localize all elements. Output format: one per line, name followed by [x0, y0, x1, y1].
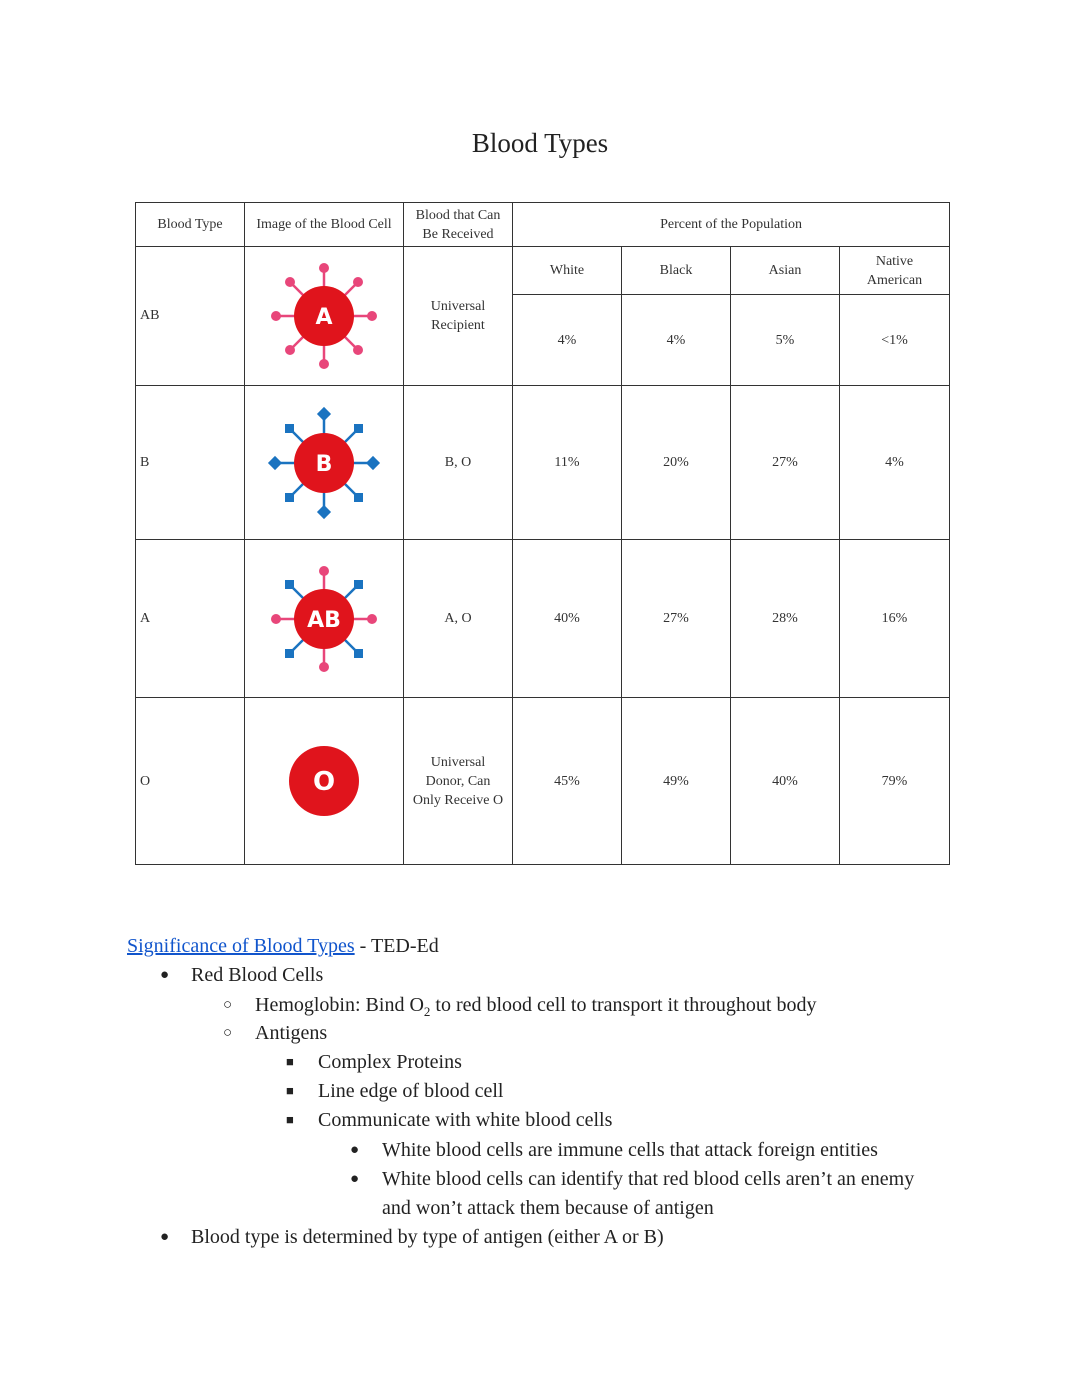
page-title: Blood Types	[471, 128, 609, 158]
row-b-type: B	[136, 386, 245, 540]
row-b-received	[404, 386, 513, 540]
received-line: B, O	[444, 455, 472, 470]
bullet-icon: ●	[160, 1229, 170, 1245]
table-header-row	[136, 203, 950, 247]
group-native-line2: American	[866, 272, 923, 288]
list-item: Communicate with white blood cells	[318, 1109, 613, 1131]
list-item-continuation: and won’t attack them because of antigen	[382, 1197, 714, 1219]
blood-cell-ab-icon	[264, 559, 384, 679]
list-item	[255, 993, 816, 1024]
table-row	[136, 386, 950, 540]
row-a-received	[404, 540, 513, 698]
row-o-black: 49%	[622, 698, 731, 865]
bullet-icon: ●	[160, 967, 170, 983]
row-o-asian: 40%	[731, 698, 840, 865]
row-ab-white: 4%	[513, 295, 622, 386]
ted-ed-line	[127, 934, 439, 958]
row-o-native: 79%	[840, 698, 950, 865]
group-asian: Asian	[731, 247, 840, 295]
row-ab-received	[404, 247, 513, 386]
row-o-type: O	[136, 698, 245, 865]
table-row	[136, 540, 950, 698]
blood-cell-b-icon	[264, 403, 384, 523]
row-a-type: A	[136, 540, 245, 698]
bullet-icon: ■	[286, 1083, 294, 1098]
group-white: White	[513, 247, 622, 295]
row-b-image	[245, 386, 404, 540]
bullet-icon: ●	[350, 1142, 360, 1158]
row-o-white: 45%	[513, 698, 622, 865]
bullet-icon: ○	[223, 1025, 233, 1041]
header-percent: Percent of the Population	[513, 203, 950, 247]
row-ab-native: <1%	[840, 295, 950, 386]
table-row	[136, 247, 950, 295]
received-line: Universal	[430, 754, 486, 770]
list-item: White blood cells are immune cells that attack foreign entities	[382, 1139, 878, 1161]
list-item: White blood cells can identify that red blood cells aren’t an enemy	[382, 1168, 915, 1190]
row-o-image	[245, 698, 404, 865]
received-line: Only Receive O	[412, 792, 504, 808]
list-item: Complex Proteins	[318, 1051, 462, 1073]
header-image: Image of the Blood Cell	[245, 203, 404, 247]
row-b-black: 20%	[622, 386, 731, 540]
significance-link[interactable]: Significance of Blood Types	[127, 935, 355, 957]
header-blood-type: Blood Type	[136, 203, 245, 247]
cell-label: AB	[307, 607, 341, 633]
received-line: Recipient	[431, 317, 485, 333]
row-a-image	[245, 540, 404, 698]
row-b-asian: 27%	[731, 386, 840, 540]
bullet-icon: ■	[286, 1054, 294, 1069]
group-native-line1: Native	[875, 253, 914, 269]
header-received-line1: Blood that Can	[415, 208, 501, 223]
cell-label: A	[315, 304, 333, 330]
hemoglobin-text: Hemoglobin: Bind O	[255, 994, 424, 1016]
link-suffix: - TED-Ed	[354, 935, 439, 957]
table-row	[136, 698, 950, 865]
blood-cell-a-icon	[264, 256, 384, 376]
cell-label: O	[312, 767, 336, 797]
row-o-received	[404, 698, 513, 865]
row-ab-black: 4%	[622, 295, 731, 386]
row-ab-asian: 5%	[731, 295, 840, 386]
bullet-icon: ■	[286, 1112, 294, 1127]
blood-type-table	[135, 202, 950, 247]
row-ab-type: AB	[136, 247, 245, 386]
blood-cell-o-icon	[284, 741, 364, 821]
row-a-native: 16%	[840, 540, 950, 698]
header-received	[404, 203, 513, 247]
row-b-native: 4%	[840, 386, 950, 540]
hemoglobin-text-rest: to red blood cell to transport it throughout body	[430, 994, 817, 1016]
row-b-white: 11%	[513, 386, 622, 540]
bullet-icon: ●	[350, 1171, 360, 1187]
row-a-black: 27%	[622, 540, 731, 698]
row-a-asian: 28%	[731, 540, 840, 698]
list-item: Line edge of blood cell	[318, 1080, 504, 1102]
hemoglobin-subscript: 2	[423, 1004, 431, 1019]
received-line: Universal	[430, 298, 486, 314]
received-line: A, O	[444, 611, 472, 626]
row-a-white: 40%	[513, 540, 622, 698]
header-received-line2: Be Received	[422, 227, 494, 242]
list-item: Blood type is determined by type of antigen (either A or B)	[191, 1226, 664, 1248]
blood-type-table-body	[135, 246, 950, 865]
cell-label: B	[315, 451, 333, 477]
row-ab-image	[245, 247, 404, 386]
list-item: Red Blood Cells	[191, 964, 324, 986]
group-native	[840, 247, 950, 295]
group-black: Black	[622, 247, 731, 295]
list-item: Antigens	[255, 1022, 328, 1044]
bullet-icon: ○	[223, 997, 233, 1013]
received-line: Donor, Can	[425, 773, 491, 789]
